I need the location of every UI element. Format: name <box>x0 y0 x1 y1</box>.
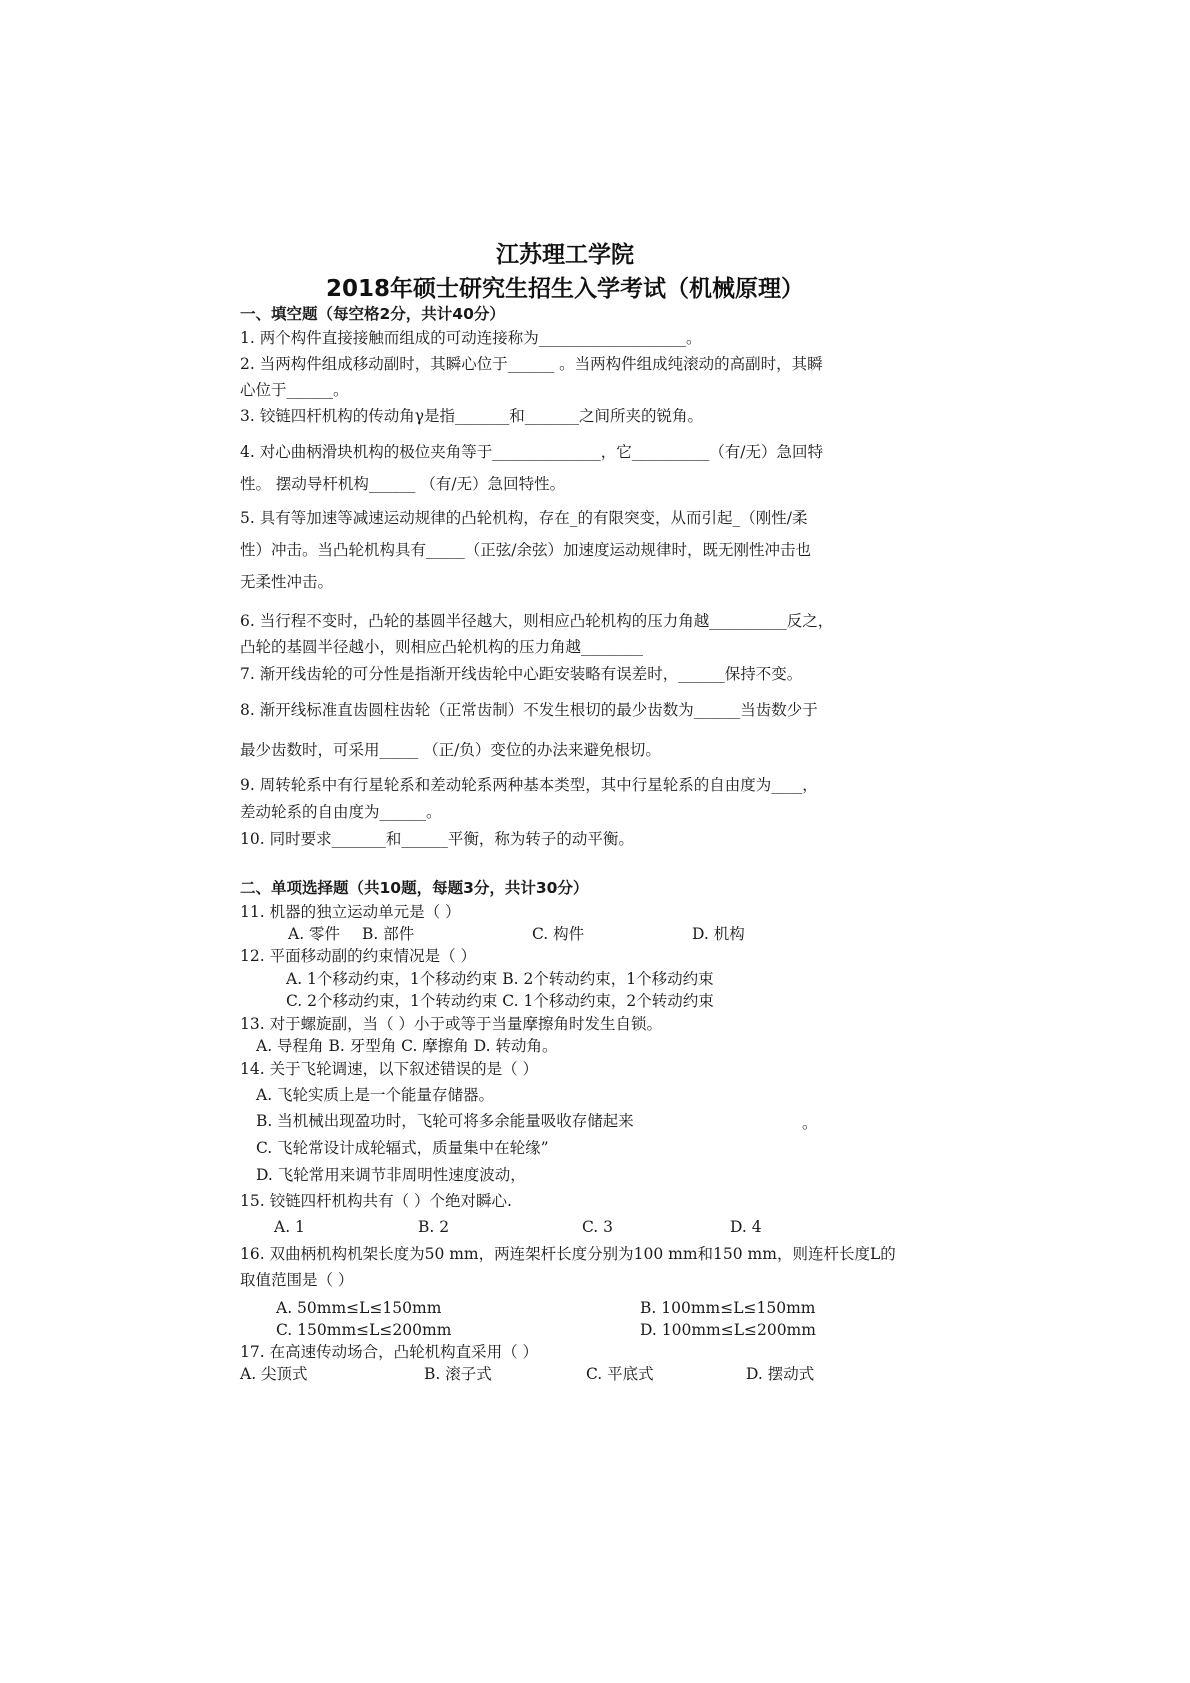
q12-options-row-2: C. 2个移动约束，1个转动约束 C. 1个移动约束，2个转动约束 <box>286 992 714 1010</box>
q14-stem: 14. 关于飞轮调速，以下叙述错误的是（ ） <box>240 1060 539 1078</box>
q13-stem: 13. 对于螺旋副，当（ ）小于或等于当量摩擦角时发生自锁。 <box>240 1015 663 1033</box>
q17-stem: 17. 在高速传动场合，凸轮机构直采用（ ） <box>240 1343 539 1361</box>
q11-stem: 11. 机器的独立运动单元是（ ） <box>240 903 461 921</box>
q2-line-1: 2. 当两构件组成移动副时，其瞬心位于______ 。当两构件组成纯滚动的高副时，其瞬 <box>240 355 823 373</box>
q12-options-row-1: A. 1个移动约束，1个移动约束 B. 2个转动约束，1个移动约束 <box>286 970 714 988</box>
q15-stem: 15. 铰链四杆机构共有（ ）个绝对瞬心. <box>240 1192 512 1210</box>
q10-line: 10. 同时要求_______和______平衡，称为转子的动平衡。 <box>240 830 634 848</box>
q13-options: A. 导程角 B. 牙型角 C. 摩擦角 D. 转动角。 <box>256 1037 558 1055</box>
q6-line-1: 6. 当行程不变时，凸轮的基圆半径越大，则相应凸轮机构的压力角越__________反之， <box>240 612 834 630</box>
q16-option-a: A. 50mm≤L≤150mm <box>276 1299 442 1317</box>
q11-option-d: D. 机构 <box>692 925 745 943</box>
q16-option-c: C. 150mm≤L≤200mm <box>276 1321 452 1339</box>
q8-line-2: 最少齿数时，可采用_____ （正/负）变位的办法来避免根切。 <box>240 741 661 759</box>
q17-option-b: B. 滚子式 <box>424 1365 492 1383</box>
q3-line: 3. 铰链四杆机构的传动角γ是指_______和_______之间所夹的锐角。 <box>240 407 703 425</box>
q15-option-d: D. 4 <box>730 1218 762 1236</box>
q11-option-b: B. 部件 <box>362 925 415 943</box>
q14-option-d: D. 飞轮常用来调节非周明性速度波动， <box>256 1166 526 1184</box>
q7-line: 7. 渐开线齿轮的可分性是指渐开线齿轮中心距安装略有误差时，______保持不变。 <box>240 665 803 683</box>
section-2-heading: 二、单项选择题（共10题，每题3分，共计30分） <box>240 879 589 897</box>
q15-option-a: A. 1 <box>274 1218 305 1236</box>
q15-option-c: C. 3 <box>582 1218 614 1236</box>
q4-line-1: 4. 对心曲柄滑块机构的极位夹角等于______________，它__________（有/无）急回特 <box>240 443 823 461</box>
q9-line-2: 差动轮系的自由度为______。 <box>240 803 442 821</box>
q14-option-c: C. 飞轮常设计成轮辐式，质量集中在轮缘” <box>256 1139 549 1157</box>
q17-option-c: C. 平底式 <box>586 1365 654 1383</box>
q16-stem-1: 16. 双曲柄机构机架长度为50 mm，两连架杆长度分别为100 mm和150 mm，则连杆长度L的 <box>240 1245 896 1263</box>
q17-option-a: A. 尖顶式 <box>240 1365 308 1383</box>
q5-line-3: 无柔性冲击。 <box>240 573 334 591</box>
section-1-heading: 一、填空题（每空格2分，共计40分） <box>240 305 505 323</box>
q16-option-d: D. 100mm≤L≤200mm <box>640 1321 816 1339</box>
q14-option-b: B. 当机械出现盈功时，飞轮可将多余能量吸收存储起来 <box>256 1112 634 1130</box>
q16-option-b: B. 100mm≤L≤150mm <box>640 1299 816 1317</box>
q2-line-2: 心位于______。 <box>240 381 349 399</box>
q14-stray-mark: 。 <box>802 1114 818 1132</box>
q16-stem-2: 取值范围是（ ） <box>240 1271 354 1289</box>
q14-option-a: A. 飞轮实质上是一个能量存储器。 <box>256 1086 495 1104</box>
q11-option-c: C. 构件 <box>532 925 585 943</box>
q11-option-a: A. 零件 <box>288 925 341 943</box>
q4-line-2: 性。 摆动导杆机构______ （有/无）急回特性。 <box>240 475 566 493</box>
q12-stem: 12. 平面移动副的约束情况是（ ） <box>240 947 477 965</box>
q17-option-d: D. 摆动式 <box>746 1365 815 1383</box>
q8-line-1: 8. 渐开线标准直齿圆柱齿轮（正常齿制）不发生根切的最少齿数为______当齿数少于 <box>240 701 818 719</box>
q1-line: 1. 两个构件直接接触而组成的可动连接称为___________________。 <box>240 329 702 347</box>
q5-line-2: 性）冲击。当凸轮机构具有_____（正弦/余弦）加速度运动规律时，既无刚性冲击也 <box>240 541 811 559</box>
q15-option-b: B. 2 <box>418 1218 450 1236</box>
q5-line-1: 5. 具有等加速等减速运动规律的凸轮机构，存在_的有限突变，从而引起_（刚性/柔 <box>240 509 808 527</box>
q9-line-1: 9. 周转轮系中有行星轮系和差动轮系两种基本类型，其中行星轮系的自由度为____， <box>240 776 818 794</box>
exam-title: 2018年硕士研究生招生入学考试（机械原理） <box>325 276 804 302</box>
q6-line-2: 凸轮的基圆半径越小，则相应凸轮机构的压力角越________ <box>240 638 644 656</box>
school-title: 江苏理工学院 <box>496 242 634 268</box>
